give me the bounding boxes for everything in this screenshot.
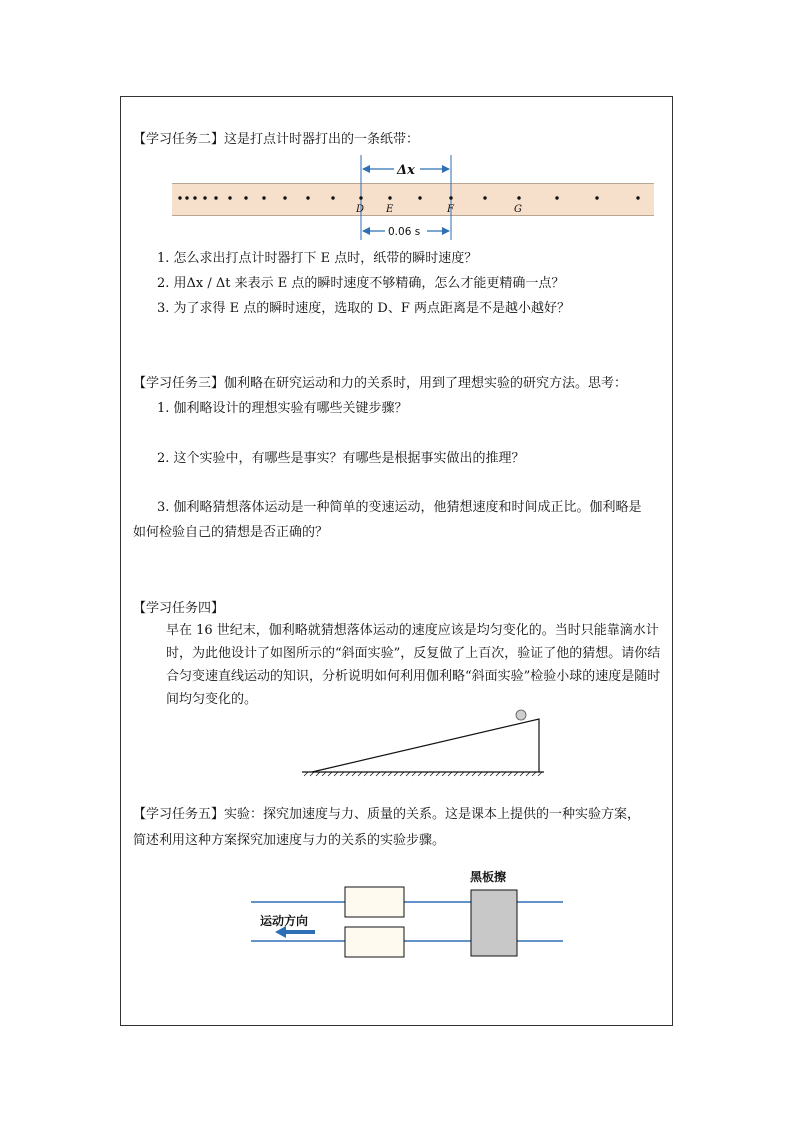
motion-direction-label: 运动方向	[260, 914, 309, 928]
task3-question-1: 1. 伽利略设计的理想实验有哪些关键步骤？	[157, 401, 408, 416]
task5-line1: 【学习任务五】实验：探究加速度与力、质量的关系。这是课本上提供的一种实验方案，	[133, 807, 641, 822]
cart-top	[345, 887, 404, 917]
task4-body: 早在 16 世纪末，伽利略就猜想落体运动的速度应该是均匀变化的。当时只能靠滴水计时，为此他设计了如图所示的“斜面实验”，反复做了上百次，验证了他的猜想。请你结合匀变速直线运动的知识，分析说明如何利用伽利略“斜面实验”检验小球的速度是随时间均匀变化的。	[166, 623, 661, 707]
task3-question-3-line2: 如何检验自己的猜想是否正确的？	[133, 525, 329, 540]
point-f-label: F	[447, 204, 454, 215]
task2-question-2: 2. 用Δx / Δt 来表示 E 点的瞬时速度不够精确，怎么才能更精确一点？	[157, 276, 565, 291]
task2-question-3: 3. 为了求得 E 点的瞬时速度，选取的 D、F 两点距离是不是越小越好？	[157, 301, 570, 316]
task2-question-1: 1. 怎么求出打点计时器打下 E 点时，纸带的瞬时速度？	[157, 251, 478, 266]
point-e-label: E	[386, 204, 394, 215]
task5-line2: 简述利用这种方案探究加速度与力的关系的实验步骤。	[133, 833, 446, 848]
delta-x-label: Δx	[397, 163, 415, 178]
point-g-label: G	[514, 204, 522, 215]
task3-title: 【学习任务三】伽利略在研究运动和力的关系时，用到了理想实验的研究方法。思考：	[133, 376, 628, 391]
task3-question-2: 2. 这个实验中，有哪些是事实？有哪些是根据事实做出的推理？	[157, 451, 525, 466]
cart-bottom	[345, 927, 404, 957]
task3-question-3-line1: 3. 伽利略猜想落体运动是一种简单的变速运动，他猜想速度和时间成正比。伽利略是	[157, 500, 642, 515]
task4-title: 【学习任务四】	[133, 601, 225, 616]
blackboard-eraser	[471, 890, 517, 956]
time-label: 0.06 s	[388, 226, 421, 238]
eraser-label: 黑板擦	[470, 870, 507, 884]
point-d-label: D	[356, 204, 365, 215]
task2-title: 【学习任务二】这是打点计时器打出的一条纸带：	[133, 132, 420, 147]
